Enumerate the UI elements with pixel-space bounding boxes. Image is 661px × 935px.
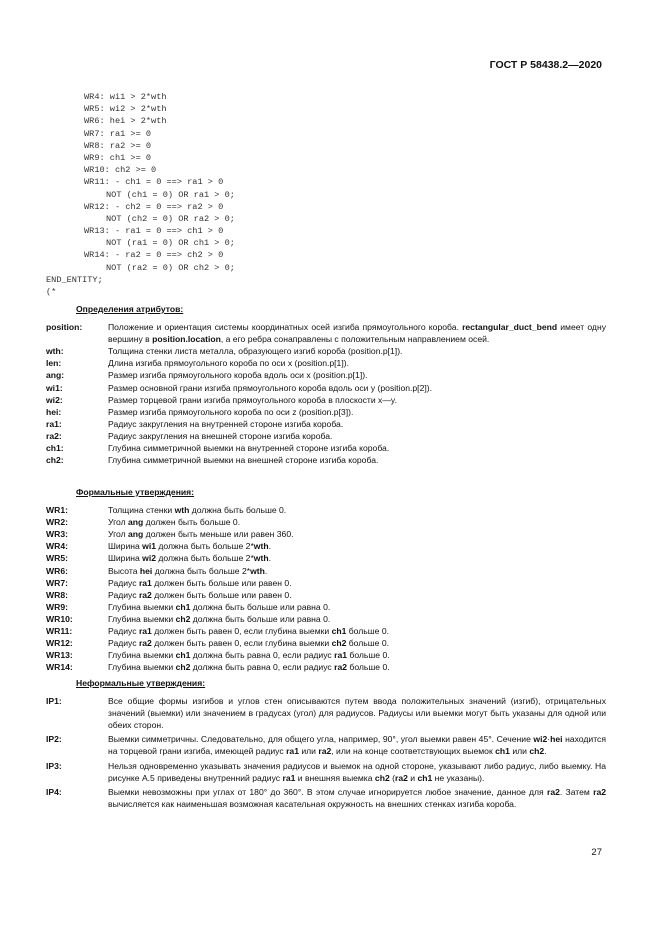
formal-description: Радиус ra1 должен быть равен 0, если глубина выемки ch1 больше 0. bbox=[108, 626, 389, 637]
formal-description: Глубина выемки ch2 должна быть больше или равна 0. bbox=[108, 613, 331, 624]
formal-description: Ширина wi2 должна быть больше 2*wth. bbox=[108, 553, 271, 564]
formal-term: WR13: bbox=[46, 650, 73, 661]
formal-description: Радиус ra2 должен быть больше или равен 0. bbox=[108, 589, 292, 600]
formal-row bbox=[46, 540, 606, 552]
code-line: WR8: ra2 >= 0 bbox=[84, 140, 152, 151]
formal-row bbox=[46, 565, 606, 577]
informal-term: IP2: bbox=[46, 734, 62, 745]
code-line: WR6: hei > 2*wth bbox=[84, 116, 167, 127]
attributes-term: ang: bbox=[46, 370, 65, 381]
attributes-row bbox=[46, 442, 606, 454]
formal-description: Радиус ra2 должен быть равен 0, если глубина выемки ch2 больше 0. bbox=[108, 638, 389, 649]
attributes-row bbox=[46, 418, 606, 430]
attributes-row bbox=[46, 369, 606, 381]
attributes-term: hei: bbox=[46, 406, 62, 417]
attributes-description: Размер изгиба прямоугольного короба вдоль оси x (position.p[1]). bbox=[108, 370, 368, 381]
informal-row bbox=[46, 733, 606, 757]
formal-description: Толщина стенки wth должна быть больше 0. bbox=[108, 505, 287, 516]
code-line: END_ENTITY; bbox=[46, 274, 103, 285]
attributes-description: Радиус закругления на внутренней стороне изгиба короба. bbox=[108, 418, 344, 429]
attributes-term: wi1: bbox=[46, 382, 63, 393]
formal-term: WR3: bbox=[46, 529, 68, 540]
formal-row bbox=[46, 625, 606, 637]
formal-term: WR8: bbox=[46, 589, 68, 600]
formal-propositions-title: Формальные утверждения: bbox=[76, 487, 195, 497]
formal-description: Глубина выемки ch1 должна быть равна 0, если радиус ra1 больше 0. bbox=[108, 650, 390, 661]
informal-row bbox=[46, 786, 606, 810]
attributes-row bbox=[46, 394, 606, 406]
code-line: WR14: - ra2 = 0 ==> ch2 > 0 bbox=[84, 250, 224, 261]
attributes-row bbox=[46, 345, 606, 357]
informal-term: IP4: bbox=[46, 786, 62, 797]
formal-term: WR2: bbox=[46, 517, 68, 528]
attributes-description: Глубина симметричной выемки на внешней стороне изгиба короба. bbox=[108, 455, 379, 466]
formal-row bbox=[46, 552, 606, 564]
attributes-description: Размер основной грани изгиба прямоугольного короба вдоль оси y (position.p[2]). bbox=[108, 382, 432, 393]
page-number: 27 bbox=[591, 847, 602, 858]
formal-description: Высота hei должна быть больше 2*wth. bbox=[108, 565, 268, 576]
code-line: WR7: ra1 >= 0 bbox=[84, 128, 152, 139]
informal-description: Все общие формы изгибов и углов стен описываются путем ввода положительных значений (изгиб), отрицательных значений (выемки) или значением в градусах (угол) для радиусов. Радиусы или выемки могут быть указаны для одной или обеих сторон. bbox=[108, 696, 606, 731]
attributes-row bbox=[46, 357, 606, 369]
formal-row bbox=[46, 577, 606, 589]
formal-term: WR12: bbox=[46, 638, 73, 649]
formal-term: WR4: bbox=[46, 541, 68, 552]
informal-term: IP3: bbox=[46, 760, 62, 771]
informal-description: Выемки симметричны. Следовательно, для общего угла, например, 90°, угол выемки равен 45°. Сечение wi2·hei находится на торцевой грани изгиба, имеющей радиус ra1 или ra2, или на конце соответствующих выемок ch1 или ch2. bbox=[108, 734, 606, 757]
formal-row bbox=[46, 613, 606, 625]
attribute-definitions-title: Определения атрибутов: bbox=[76, 304, 184, 314]
attributes-term: ra2: bbox=[46, 430, 62, 441]
code-line: (* bbox=[46, 287, 57, 297]
informal-propositions bbox=[46, 677, 606, 812]
attributes-description: Толщина стенки листа металла, образующего изгиб короба (position.p[1]). bbox=[108, 346, 403, 357]
code-line: NOT (ch2 = 0) OR ra2 > 0; bbox=[106, 213, 235, 224]
formal-row bbox=[46, 516, 606, 528]
formal-term: WR10: bbox=[46, 613, 73, 624]
code-line: WR4: wi1 > 2*wth bbox=[84, 92, 167, 102]
code-line: NOT (ra1 = 0) OR ch1 > 0; bbox=[106, 238, 235, 249]
attributes-description: Размер торцевой грани изгиба прямоугольного короба в плоскости x—y. bbox=[108, 394, 397, 405]
informal-description: Нельзя одновременно указывать значения радиусов и выемок на одной стороне, указывают либо радиус, либо выемку. На рисунке А.5 приведены внутренний радиус ra1 и внешняя выемка ch2 (ra2 и ch1 не указаны). bbox=[108, 760, 606, 783]
code-line: NOT (ra2 = 0) OR ch2 > 0; bbox=[106, 262, 235, 273]
formal-term: WR7: bbox=[46, 577, 68, 588]
code-line: WR9: ch1 >= 0 bbox=[84, 152, 152, 163]
formal-term: WR6: bbox=[46, 565, 68, 576]
express-code-block bbox=[46, 91, 235, 298]
attributes-description: Длина изгиба прямоугольного короба по оси x (position.p[1]). bbox=[108, 358, 349, 369]
attributes-term: position: bbox=[46, 322, 83, 333]
formal-term: WR11: bbox=[46, 626, 73, 637]
attributes-term: len: bbox=[46, 358, 62, 369]
code-line: WR11: - ch1 = 0 ==> ra1 > 0 bbox=[84, 177, 224, 188]
informal-row bbox=[46, 695, 606, 731]
document-id: ГОСТ Р 58438.2—2020 bbox=[489, 59, 602, 71]
attributes-row bbox=[46, 382, 606, 394]
informal-term: IP1: bbox=[46, 696, 62, 707]
code-line: NOT (ch1 = 0) OR ra1 > 0; bbox=[106, 189, 235, 200]
formal-row bbox=[46, 637, 606, 649]
formal-description: Ширина wi1 должна быть больше 2*wth. bbox=[108, 541, 271, 552]
code-line: WR5: wi2 > 2*wth bbox=[84, 104, 167, 115]
formal-row bbox=[46, 504, 606, 516]
attributes-description: Радиус закругления на внешней стороне изгиба короба. bbox=[108, 430, 333, 441]
attributes-term: ra1: bbox=[46, 418, 62, 429]
formal-description: Глубина выемки ch1 должна быть больше или равна 0. bbox=[108, 601, 331, 612]
attributes-row bbox=[46, 454, 606, 466]
attributes-term: wth: bbox=[46, 346, 64, 357]
attributes-description: Глубина симметричной выемки на внутренней стороне изгиба короба. bbox=[108, 443, 390, 454]
attributes-row bbox=[46, 406, 606, 418]
code-line: WR10: ch2 >= 0 bbox=[84, 165, 157, 176]
attributes-term: wi2: bbox=[46, 394, 63, 405]
formal-description: Угол ang должен быть меньше или равен 360. bbox=[108, 529, 294, 540]
attributes-term: ch1: bbox=[46, 443, 64, 454]
formal-term: WR9: bbox=[46, 601, 68, 612]
formal-term: WR5: bbox=[46, 553, 68, 564]
formal-row bbox=[46, 589, 606, 601]
formal-row bbox=[46, 649, 606, 661]
formal-description: Радиус ra1 должен быть больше или равен 0. bbox=[108, 577, 292, 588]
attributes-row bbox=[46, 430, 606, 442]
formal-description: Глубина выемки ch2 должна быть равна 0, если радиус ra2 больше 0. bbox=[108, 662, 390, 673]
formal-term: WR14: bbox=[46, 662, 73, 673]
formal-term: WR1: bbox=[46, 505, 68, 516]
code-line: WR12: - ch2 = 0 ==> ra2 > 0 bbox=[84, 201, 224, 212]
formal-row bbox=[46, 661, 606, 673]
code-line: WR13: - ra1 = 0 ==> ch1 > 0 bbox=[84, 226, 224, 237]
attributes-description: Положение и ориентация системы координатных осей изгиба прямоугольного короба. rectangular_duct_bend имеет одну вершину в position.location, а его ребра сонаправлены с положительным направлением осей. bbox=[108, 322, 606, 345]
informal-description: Выемки невозможны при углах от 180° до 360°. В этом случае игнорируется любое значение, данное для ra2. Затем ra2 вычисляется как наименьшая возможная касательная окружность на внешних стенках изгиба короба. bbox=[108, 786, 606, 809]
formal-description: Угол ang должен быть больше 0. bbox=[108, 517, 241, 528]
attribute-definitions bbox=[46, 303, 606, 466]
formal-row bbox=[46, 601, 606, 613]
attributes-row bbox=[46, 321, 606, 345]
attributes-term: ch2: bbox=[46, 455, 64, 466]
attributes-description: Размер изгиба прямоугольного короба по оси z (position.p[3]). bbox=[108, 406, 354, 417]
informal-propositions-title: Неформальные утверждения: bbox=[76, 678, 206, 688]
formal-row bbox=[46, 528, 606, 540]
informal-row bbox=[46, 760, 606, 784]
formal-propositions bbox=[46, 486, 606, 673]
